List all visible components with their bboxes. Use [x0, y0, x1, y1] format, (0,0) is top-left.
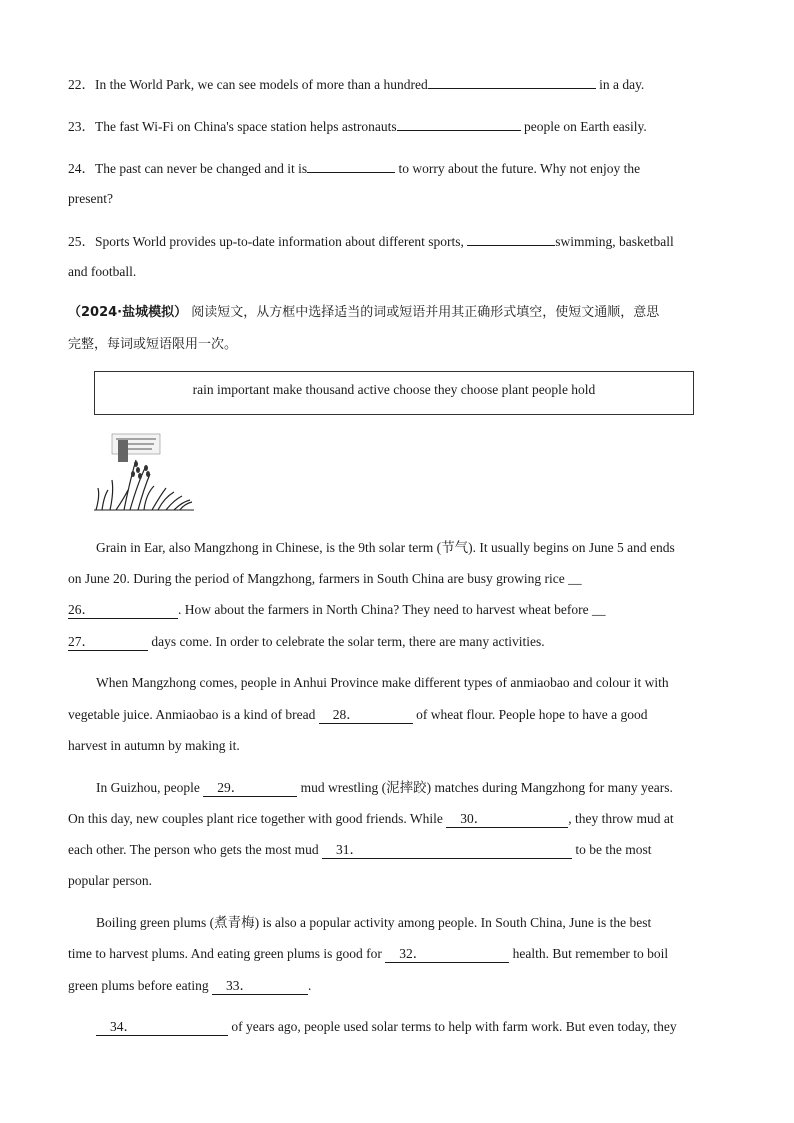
question-text: present? [68, 191, 113, 206]
passage-line [68, 871, 152, 891]
passage-line [68, 944, 668, 964]
question-25-cont [68, 262, 136, 282]
question-25 [68, 231, 674, 252]
question-text: 23．The fast Wi-Fi on China's space station helps astronauts [68, 119, 397, 134]
passage-line [68, 600, 606, 620]
blank-27[interactable]: 27． [68, 634, 148, 651]
passage-text: on June 20. During the period of Mangzhong, farmers in South China are busy growing rice __ [68, 571, 582, 586]
question-text: 25．Sports World provides up-to-date information about different sports, [68, 234, 468, 249]
blank-26[interactable]: 26． [68, 602, 178, 619]
answer-blank[interactable] [397, 116, 521, 131]
passage-line [96, 538, 675, 558]
answer-blank[interactable] [467, 231, 555, 246]
blank-30[interactable]: 30． [446, 811, 568, 828]
blank-28[interactable]: 28． [319, 707, 413, 724]
passage-text: . How about the farmers in North China? They need to harvest wheat before __ [178, 602, 606, 617]
word-box-text: rain important make thousand active choose they choose plant people hold [192, 382, 596, 397]
blank-33[interactable]: 33． [212, 978, 308, 995]
blank-31[interactable]: 31． [322, 842, 572, 859]
passage-text: vegetable juice. Anmiaobao is a kind of bread [68, 707, 319, 722]
passage-line [68, 809, 674, 829]
question-text: people on Earth easily. [520, 119, 647, 134]
question-text: and football. [68, 264, 137, 279]
passage-text: to be the most [571, 842, 652, 857]
passage-text: health. But remember to boil [509, 946, 669, 961]
question-text: swimming, basketball [555, 234, 674, 249]
question-text: in a day. [595, 77, 645, 92]
passage-line [68, 976, 311, 996]
blank-32[interactable]: 32． [385, 946, 509, 963]
section-instruction-cont [68, 335, 237, 355]
grain-icon [94, 430, 194, 512]
source-label: （2024·盐城模拟） [68, 305, 188, 320]
passage-line [68, 705, 648, 725]
answer-blank[interactable] [428, 74, 596, 89]
question-text: 24．The past can never be changed and it is [68, 161, 308, 176]
passage-line [96, 1017, 677, 1037]
passage-text: of wheat flour. People hope to have a good [412, 707, 648, 722]
passage-text: time to harvest plums. And eating green plums is good for [68, 946, 386, 961]
question-22 [68, 74, 644, 95]
passage-text: green plums before eating [68, 978, 212, 993]
passage-text: popular person. [68, 873, 152, 888]
section-instruction [68, 303, 659, 323]
question-24-cont [68, 189, 113, 209]
passage-line [68, 736, 240, 756]
grain-in-ear-illustration [94, 430, 194, 512]
passage-line [68, 632, 545, 652]
passage-text: Grain in Ear, also Mangzhong in Chinese, is the 9th solar term (节气). It usually begins on June 5 and ends [96, 540, 675, 555]
question-text: 22．In the World Park, we can see models of more than a hundred [68, 77, 428, 92]
passage-text: In Guizhou, people [96, 780, 204, 795]
passage-line [68, 840, 651, 860]
passage-line [96, 778, 673, 798]
blank-34[interactable]: 34． [96, 1019, 228, 1036]
answer-blank[interactable] [307, 158, 395, 173]
passage-text: each other. The person who gets the most mud [68, 842, 322, 857]
question-24 [68, 158, 640, 179]
passage-text: Boiling green plums (煮青梅) is also a popular activity among people. In South China, June is the best [96, 915, 652, 930]
question-23 [68, 116, 647, 137]
passage-text: mud wrestling (泥摔跤) matches during Mangzhong for many years. [297, 780, 673, 795]
word-box [94, 371, 694, 415]
passage-text: of years ago, people used solar terms to help with farm work. But even today, they [228, 1019, 677, 1034]
passage-line [96, 913, 651, 933]
passage-line [96, 673, 669, 693]
passage-text: . [307, 978, 312, 993]
question-text: to worry about the future. Why not enjoy the [395, 161, 641, 176]
passage-text: , they throw mud at [568, 811, 674, 826]
instruction-text: 完整，每词或短语限用一次。 [68, 337, 238, 352]
passage-text: When Mangzhong comes, people in Anhui Province make different types of anmiaobao and colour it with [96, 675, 669, 690]
instruction-text: 阅读短文，从方框中选择适当的词或短语并用其正确形式填空，使短文通顺，意思 [187, 305, 660, 320]
passage-text: harvest in autumn by making it. [68, 738, 240, 753]
passage-text: days come. In order to celebrate the solar term, there are many activities. [148, 634, 545, 649]
blank-29[interactable]: 29． [203, 780, 297, 797]
passage-line [68, 569, 582, 589]
passage-text: On this day, new couples plant rice together with good friends. While [68, 811, 447, 826]
